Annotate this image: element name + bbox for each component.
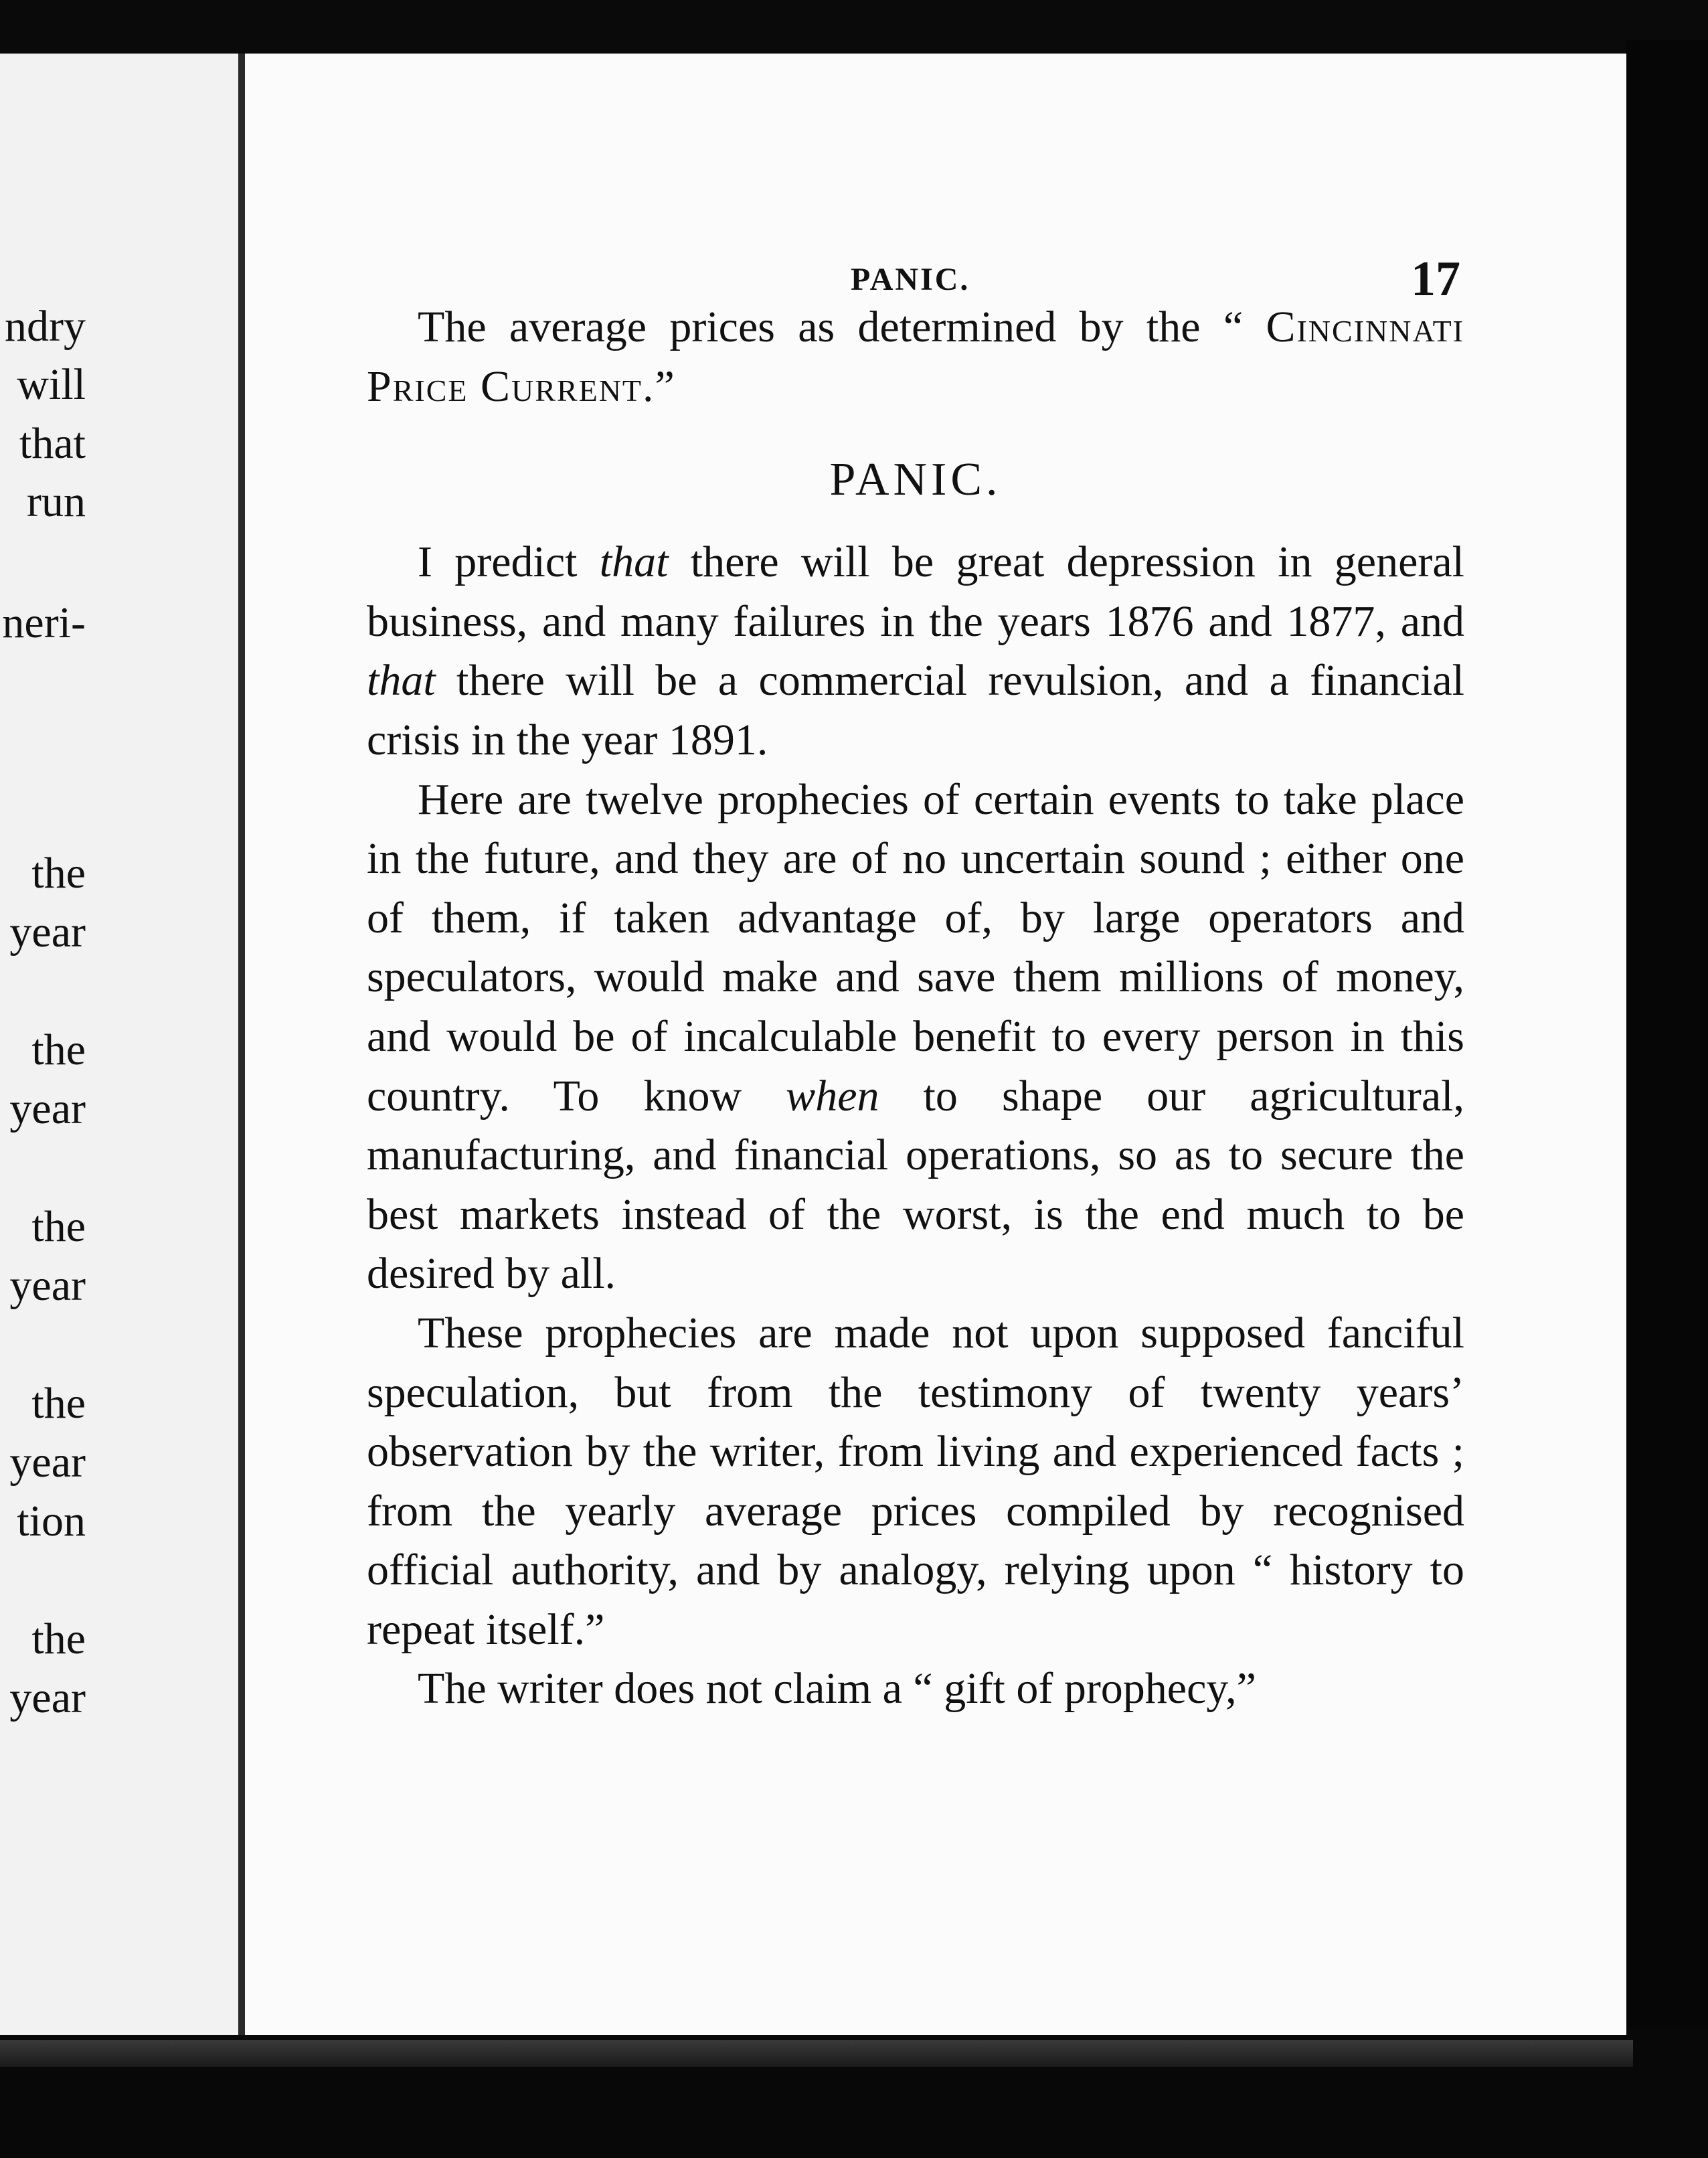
- paragraph-3: These prophecies are made not upon supposed fanciful speculation, but from the testimony of twenty years’ observation by the writer, from living and experienced facts ; from the yearly average prices compiled by recognised official authority, and by analogy, relying upon “ history to repeat itself.”: [367, 1308, 1464, 1654]
- facing-page-fragment: the: [31, 849, 86, 898]
- intro-text: The average prices as determined by the “: [418, 303, 1266, 351]
- facing-page-fragment: year: [9, 1673, 86, 1722]
- facing-page: [0, 54, 242, 2035]
- emphasis: when: [786, 1071, 879, 1120]
- intro-paragraph: [367, 298, 1464, 416]
- facing-page-fragment: the: [31, 1202, 86, 1251]
- facing-page-fragment: tion: [17, 1497, 86, 1546]
- facing-page-fragment: that: [19, 419, 86, 468]
- running-head: [245, 208, 1626, 307]
- paragraph-4: The writer does not claim a “ gift of prophecy,”: [418, 1664, 1256, 1714]
- book-bottom-edge: [0, 2040, 1633, 2067]
- scan-top-border: [0, 0, 1708, 54]
- paragraph-text: to shape our agricultural, manufacturing, and financial operations, so as to secure the best markets instead of the worst, is the end much to be desired by all.: [367, 1071, 1464, 1299]
- facing-page-fragment: the: [31, 1025, 86, 1074]
- section-heading: PANIC.: [829, 454, 1002, 506]
- facing-page-fragment: year: [9, 1438, 86, 1487]
- facing-page-fragment: neri-: [2, 598, 86, 647]
- paragraph-text: there will be a commercial revulsion, and a financial crisis in the year 1891.: [367, 656, 1464, 764]
- facing-page-fragment: year: [9, 908, 86, 957]
- paragraph-1: [367, 533, 1464, 770]
- intro-closing-quote: ”: [655, 361, 675, 411]
- paragraph-text: there will be great depression in general business, and many failures in the years 1876 and 1877, and: [367, 537, 1464, 646]
- page-number: 17: [1411, 252, 1460, 307]
- body-text: [367, 298, 1464, 1719]
- facing-page-fragment: the: [31, 1379, 86, 1428]
- paragraph-2: [367, 770, 1464, 1304]
- book-gutter: [238, 54, 245, 2035]
- facing-page-fragment: will: [17, 360, 86, 409]
- facing-page-fragment: ndry: [5, 302, 86, 351]
- paragraph-text: I predict: [418, 537, 600, 587]
- paragraph-text: Here are twelve prophecies of certain events to take place in the future, and they are of no uncertain sound ; either one of them, if taken advantage of, by large operators and speculators, would make and save them millions of money, and would be of incalculable benefit to every person in this country. To know: [367, 774, 1464, 1120]
- intro-publication-name: Cincinnati Price Current.: [367, 303, 1464, 411]
- emphasis: that: [367, 656, 436, 706]
- scan-right-border: [1626, 40, 1708, 2048]
- facing-page-fragment: run: [27, 477, 86, 526]
- facing-page-fragment: the: [31, 1614, 86, 1663]
- book-page: [245, 54, 1626, 2035]
- running-head-title: PANIC.: [851, 262, 970, 297]
- emphasis: that: [599, 537, 669, 587]
- facing-page-fragment: year: [9, 1084, 86, 1133]
- facing-page-fragment: year: [9, 1261, 86, 1310]
